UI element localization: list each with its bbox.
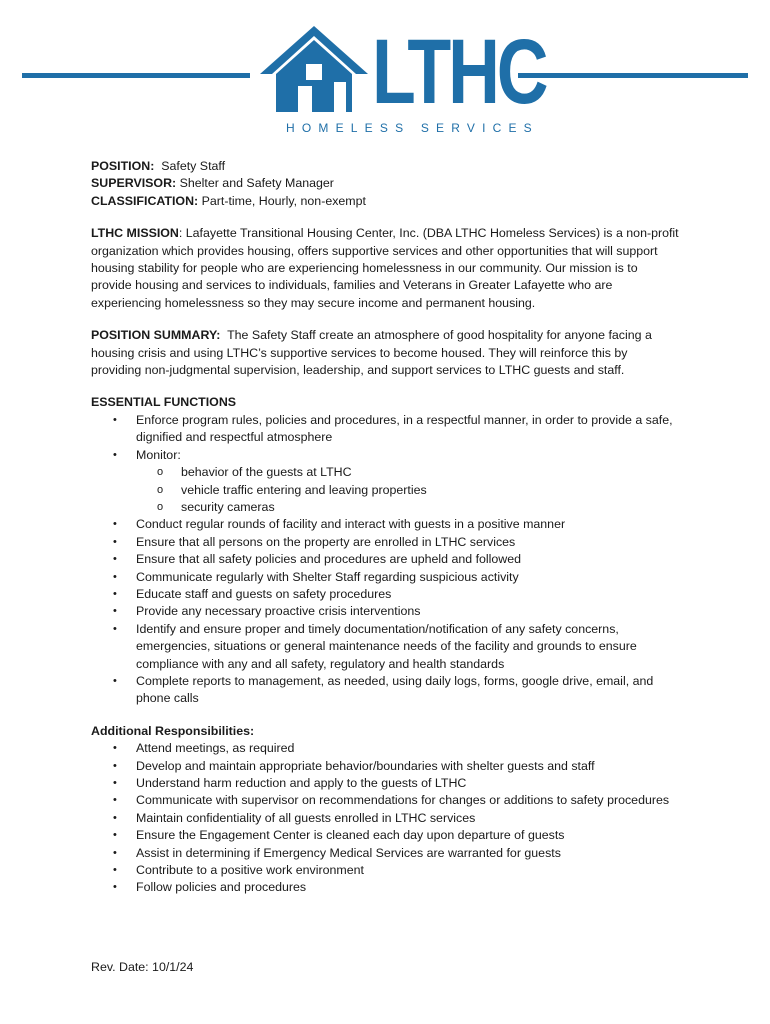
bullet-icon: • [113,759,117,772]
bullet-icon: • [113,535,117,548]
list-item: • Ensure the Engagement Center is cleaned each day upon departure of guests [91,827,681,844]
mission-label: LTHC MISSION [91,226,179,241]
position-label: POSITION: [91,159,155,173]
house-logo-icon [254,22,374,118]
letterhead [0,0,770,150]
position-line [91,158,681,175]
spacer [91,210,681,225]
list-item: • Follow policies and procedures [91,879,681,896]
list-item: • Complete reports to management, as needed, using daily logs, forms, google drive, email, and phone calls [113,673,654,706]
supervisor-line [91,175,681,192]
bullet-icon: • [113,811,117,824]
spacer [91,708,681,723]
bullet-icon: • [113,413,117,426]
sub-list-item: o security cameras [91,499,681,516]
list-item: • Ensure that all persons on the property are enrolled in LTHC services [91,534,681,551]
list-item: • Communicate with supervisor on recommendations for changes or additions to safety procedures [91,792,681,809]
list-item: • Understand harm reduction and apply to the guests of LTHC [91,775,681,792]
revision-date: Rev. Date: 10/1/24 [91,960,194,974]
bullet-icon: • [113,864,117,877]
sub-list-item: o behavior of the guests at LTHC [91,464,681,481]
mission-paragraph [91,225,681,312]
summary-paragraph [91,327,681,379]
classification-label: CLASSIFICATION: [91,193,199,208]
bullet-icon: • [113,570,117,583]
additional-responsibilities-title: Additional Responsibilities: [91,723,255,738]
bullet-icon: • [113,622,117,635]
list-item: • Enforce program rules, policies and procedures, in a respectful manner, in order to provide a safe, dignified and respectful atmosphere [113,412,673,445]
list-item: • Educate staff and guests on safety procedures [91,586,681,603]
logo-tagline: HOMELESS SERVICES [286,121,539,135]
list-item: • Attend meetings, as required [91,740,681,757]
essential-functions-title: ESSENTIAL FUNCTIONS [91,395,237,410]
bullet-icon: • [113,829,117,842]
classification-line [91,193,681,210]
bullet-icon: • [113,448,117,461]
summary-label: POSITION SUMMARY: [91,328,221,343]
header-rule-left [22,73,250,78]
monitor-sublist [136,464,681,516]
list-item: • Contribute to a positive work environment [91,862,681,879]
sub-bullet-icon: o [157,483,164,496]
sub-bullet-icon: o [157,500,164,513]
bullet-icon: • [113,674,117,687]
sub-list-item: o vehicle traffic entering and leaving properties [91,482,681,499]
list-item: • Ensure that all safety policies and procedures are upheld and followed [91,551,681,568]
additional-responsibilities-list [91,740,681,897]
list-item: • Communicate regularly with Shelter Staff regarding suspicious activity [91,569,681,586]
supervisor-value: Shelter and Safety Manager [179,176,334,191]
bullet-icon: • [113,794,117,807]
supervisor-label: SUPERVISOR: [91,176,177,191]
essential-functions-list [91,412,681,708]
bullet-icon: • [113,605,117,618]
bullet-icon: • [113,518,117,531]
list-item: • Conduct regular rounds of facility and interact with guests in a positive manner [91,516,681,533]
list-item: • Identify and ensure proper and timely documentation/notification of any safety concerns, emergencies, situations or general maintenance needs of the facility and grounds to ensure compliance with any and all safety, regulatory and health standards [113,621,637,671]
sub-bullet-icon: o [157,466,164,479]
bullet-icon: • [113,742,117,755]
job-description [91,158,681,897]
classification-value: Part-time, Hourly, non-exempt [201,193,366,208]
mission-text: : Lafayette Transitional Housing Center, Inc. (DBA LTHC Homeless Services) is a non-profit organization which provides housing, offers supportive services and other opportunities that will support housing stability for people who are experiencing homelessness in our community. Our mission is to provide housing and services to individuals, families and Veterans in Greater Lafayette who are experiencing homelessness so they may secure income and permanent housing. [91,226,679,310]
header-rule-right [518,73,748,78]
logo-wordmark: LTHC [372,21,546,123]
list-item: • Assist in determining if Emergency Medical Services are warranted for guests [91,845,681,862]
bullet-icon: • [113,846,117,859]
list-item: • Develop and maintain appropriate behavior/boundaries with shelter guests and staff [91,758,681,775]
bullet-icon: • [113,777,117,789]
list-item: • Monitor: o behavior of the guests at LTHC o vehicle traffic entering and leaving properties o security cameras [91,447,681,517]
bullet-icon: • [113,553,117,566]
summary-text: The Safety Staff create an atmosphere of good hospitality for anyone facing a housing crisis and using LTHC’s supportive services to become housed. They will reinforce this by providing non-judgmental supervision, leadership, and support services to LTHC guests and staff. [91,328,652,378]
list-item: • Maintain confidentiality of all guests enrolled in LTHC services [91,810,681,827]
position-value: Safety Staff [161,159,226,173]
list-item: • Provide any necessary proactive crisis interventions [91,603,681,620]
bullet-icon: • [113,881,117,894]
bullet-icon: • [113,587,117,600]
